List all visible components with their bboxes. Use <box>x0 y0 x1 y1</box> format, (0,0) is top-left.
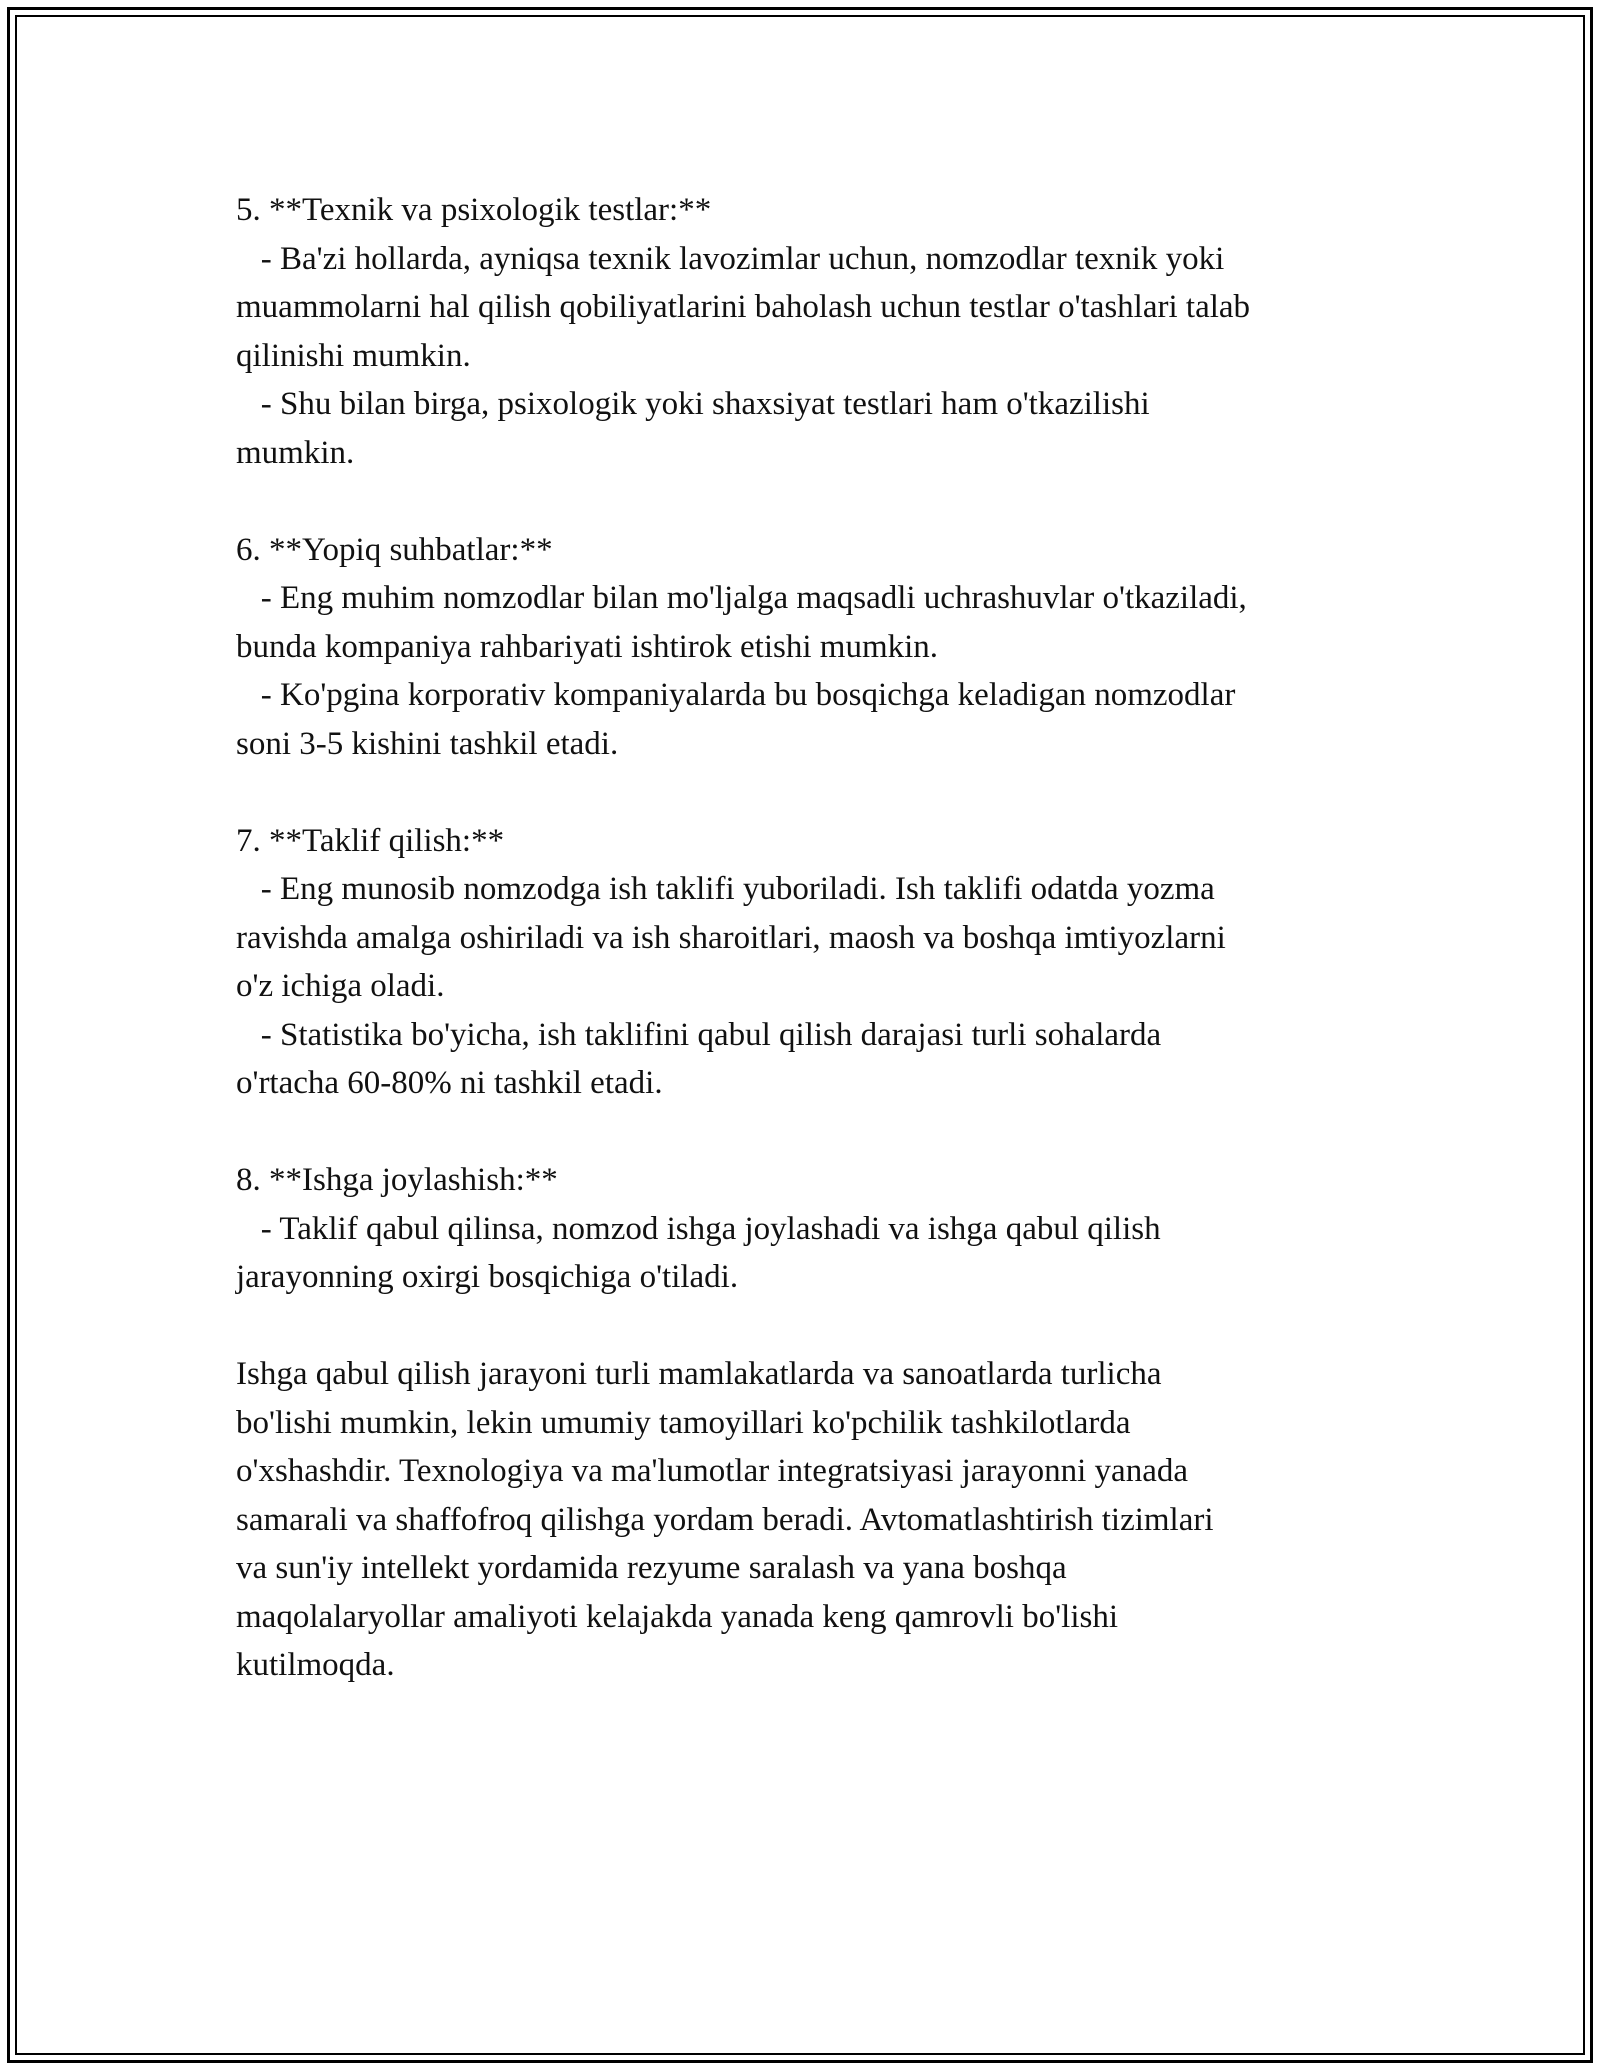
text-line: o'z ichiga oladi. <box>236 968 445 1004</box>
text-line: mumkin. <box>236 434 355 471</box>
text-line: - Ba'zi hollarda, ayniqsa texnik lavozimlar uchun, nomzodlar texnik yoki <box>236 240 1225 277</box>
text-line: - Eng muhim nomzodlar bilan mo'ljalga maqsadli uchrashuvlar o'tkaziladi, <box>236 580 1247 616</box>
text-line: - Taklif qabul qilinsa, nomzod ishga joylashadi va ishga qabul qilish <box>236 1210 1161 1247</box>
text-line: qilinishi mumkin. <box>236 337 471 374</box>
section-heading: 5. **Texnik va psixologik testlar:** <box>236 192 712 228</box>
text-line: jarayonning oxirgi bosqichiga o'tiladi. <box>236 1259 739 1295</box>
section-8-onboarding <box>236 1156 1396 1302</box>
section-5-technical-tests <box>236 186 1396 477</box>
text-line: o'rtacha 60-80% ni tashkil etadi. <box>236 1065 663 1101</box>
text-line: soni 3-5 kishini tashkil etadi. <box>236 725 619 762</box>
text-line: kutilmoqda. <box>236 1647 395 1683</box>
document-body <box>236 186 1396 1738</box>
text-line: - Shu bilan birga, psixologik yoki shaxsiyat testlari ham o'tkazilishi <box>236 386 1150 422</box>
text-line: muammolarni hal qilish qobiliyatlarini baholash uchun testlar o'tashlari talab <box>236 289 1251 325</box>
section-6-closed-interviews <box>236 526 1396 769</box>
text-line: bo'lishi mumkin, lekin umumiy tamoyillari ko'pchilik tashkilotlarda <box>236 1404 1131 1441</box>
conclusion-paragraph <box>236 1350 1396 1690</box>
text-line: ravishda amalga oshiriladi va ish sharoitlari, maosh va boshqa imtiyozlarni <box>236 919 1226 956</box>
section-heading: 8. **Ishga joylashish:** <box>236 1162 558 1198</box>
text-line: - Ko'pgina korporativ kompaniyalarda bu bosqichga keladigan nomzodlar <box>236 677 1236 713</box>
section-7-offer <box>236 817 1396 1108</box>
text-line: Ishga qabul qilish jarayoni turli mamlakatlarda va sanoatlarda turlicha <box>236 1356 1162 1392</box>
text-line: - Eng munosib nomzodga ish taklifi yuboriladi. Ish taklifi odatda yozma <box>236 871 1215 907</box>
text-line: va sun'iy intellekt yordamida rezyume saralash va yana boshqa <box>236 1550 1067 1586</box>
text-line: o'xshashdir. Texnologiya va ma'lumotlar integratsiyasi jarayonni yanada <box>236 1453 1188 1489</box>
text-line: maqolalaryollar amaliyoti kelajakda yanada keng qamrovli bo'lishi <box>236 1598 1118 1635</box>
text-line: bunda kompaniya rahbariyati ishtirok etishi mumkin. <box>236 628 939 665</box>
text-line: - Statistika bo'yicha, ish taklifini qabul qilish darajasi turli sohalarda <box>236 1016 1162 1053</box>
section-heading: 7. **Taklif qilish:** <box>236 822 505 859</box>
text-line: samarali va shaffofroq qilishga yordam beradi. Avtomatlashtirish tizimlari <box>236 1501 1214 1538</box>
section-heading: 6. **Yopiq suhbatlar:** <box>236 531 553 568</box>
